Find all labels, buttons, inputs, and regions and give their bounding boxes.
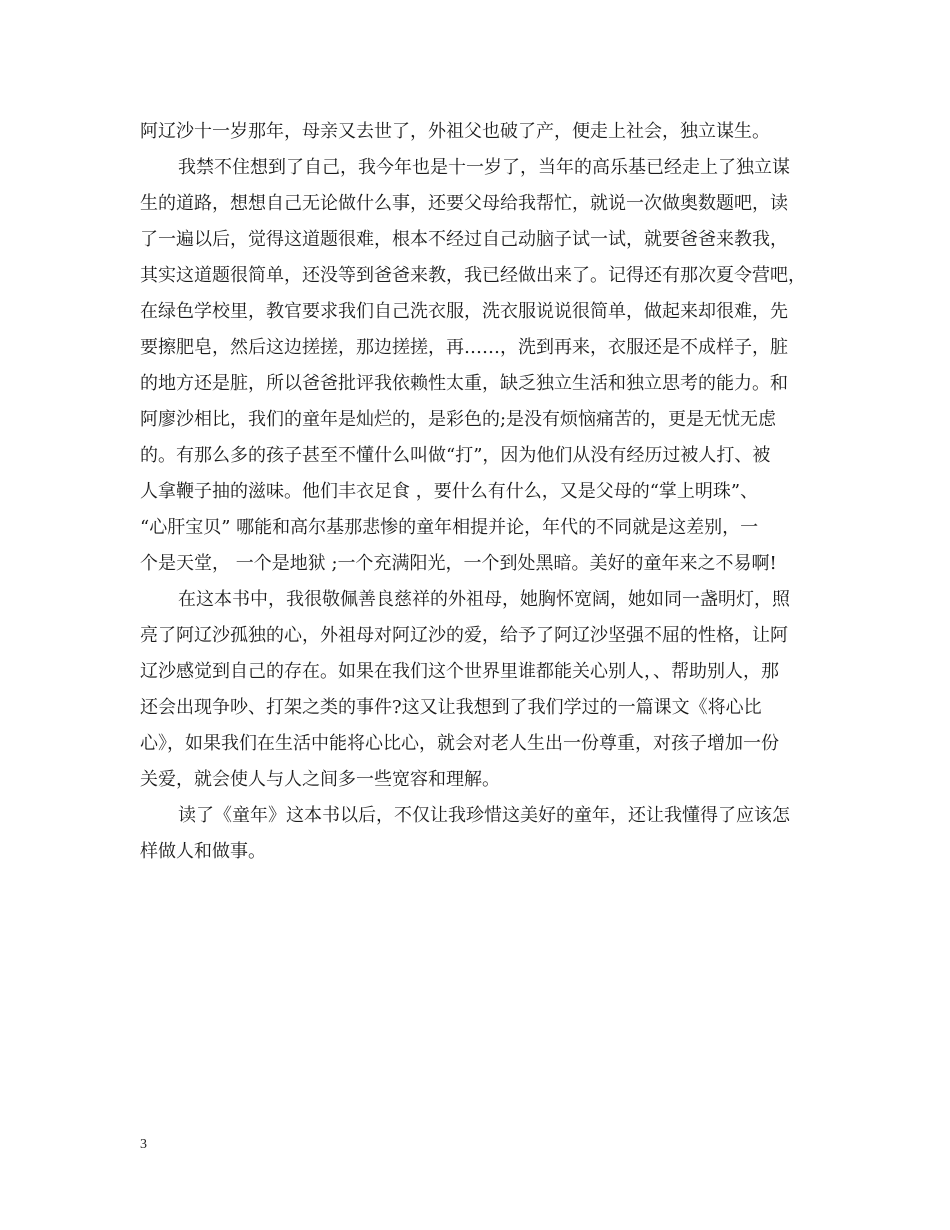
paragraph-start-line: 我禁不住想到了自己，我今年也是十一岁了，当年的高乐基已经走上了独立谋 [178, 157, 790, 178]
text-line: 阿廖沙相比，我们的童年是灿烂的，是彩色的;是没有烦恼痛苦的，更是无忧无虑 [140, 409, 777, 430]
text-line: 在绿色学校里，教官要求我们自己洗衣服，洗衣服说说很简单，做起来却很难，先 [140, 301, 788, 322]
text-line: 亮了阿辽沙孤独的心，外祖母对阿辽沙的爱，给予了阿辽沙坚强不屈的性格，让阿 [140, 625, 788, 646]
text-line: 心》，如果我们在生活中能将心比心，就会对老人生出一份尊重，对孩子增加一份 [140, 733, 779, 754]
text-line: 还会出现争吵、打架之类的事件?这又让我想到了我们学过的一篇课文《将心比 [140, 697, 762, 718]
text-line: 生的道路，想想自己无论做什么事，还要父母给我帮忙，就说一次做奥数题吧，读 [140, 193, 788, 214]
text-line: 的。有那么多的孩子甚至不懂什么叫做“打”，因为他们从没有经历过被人打、被 [140, 445, 771, 466]
document-body [140, 114, 820, 870]
text-line: 了一遍以后，觉得这道题很难，根本不经过自己动脑子试一试，就要爸爸来教我， [140, 229, 788, 250]
text-line: 其实这道题很简单，还没等到爸爸来教，我已经做出来了。记得还有那次夏令营吧， [140, 265, 806, 286]
paragraph-start-line: 在这本书中，我很敬佩善良慈祥的外祖母，她胸怀宽阔，她如同一盏明灯，照 [178, 589, 790, 610]
text-line: 要擦肥皂，然后这边搓搓，那边搓搓，再……，洗到再来，衣服还是不成样子，脏 [140, 337, 788, 358]
text-line: 人拿鞭子抽的滋味。他们丰衣足食 ，要什么有什么，又是父母的“掌上明珠”、 [140, 481, 759, 502]
text-line: 关爱，就会使人与人之间多一些宽容和理解。 [140, 769, 500, 790]
text-line: 辽沙感觉到自己的存在。如果在我们这个世界里谁都能关心别人，、帮助别人，那 [140, 661, 779, 682]
text-line: 的地方还是脏，所以爸爸批评我依赖性太重，缺乏独立生活和独立思考的能力。和 [140, 373, 788, 394]
text-line: 阿辽沙十一岁那年，母亲又去世了，外祖父也破了产，便走上社会，独立谋生。 [140, 121, 770, 142]
text-line: 样做人和做事。 [140, 841, 266, 862]
text-line: 个是天堂， 一个是地狱 ;一个充满阳光，一个到处黑暗。美好的童年来之不易啊! [140, 553, 777, 574]
page-number: 3 [140, 1137, 147, 1152]
paragraph-start-line: 读了《童年》这本书以后，不仅让我珍惜这美好的童年，还让我懂得了应该怎 [178, 805, 790, 826]
text-line: “心肝宝贝” 哪能和高尔基那悲惨的童年相提并论，年代的不同就是这差别，一 [140, 517, 759, 538]
